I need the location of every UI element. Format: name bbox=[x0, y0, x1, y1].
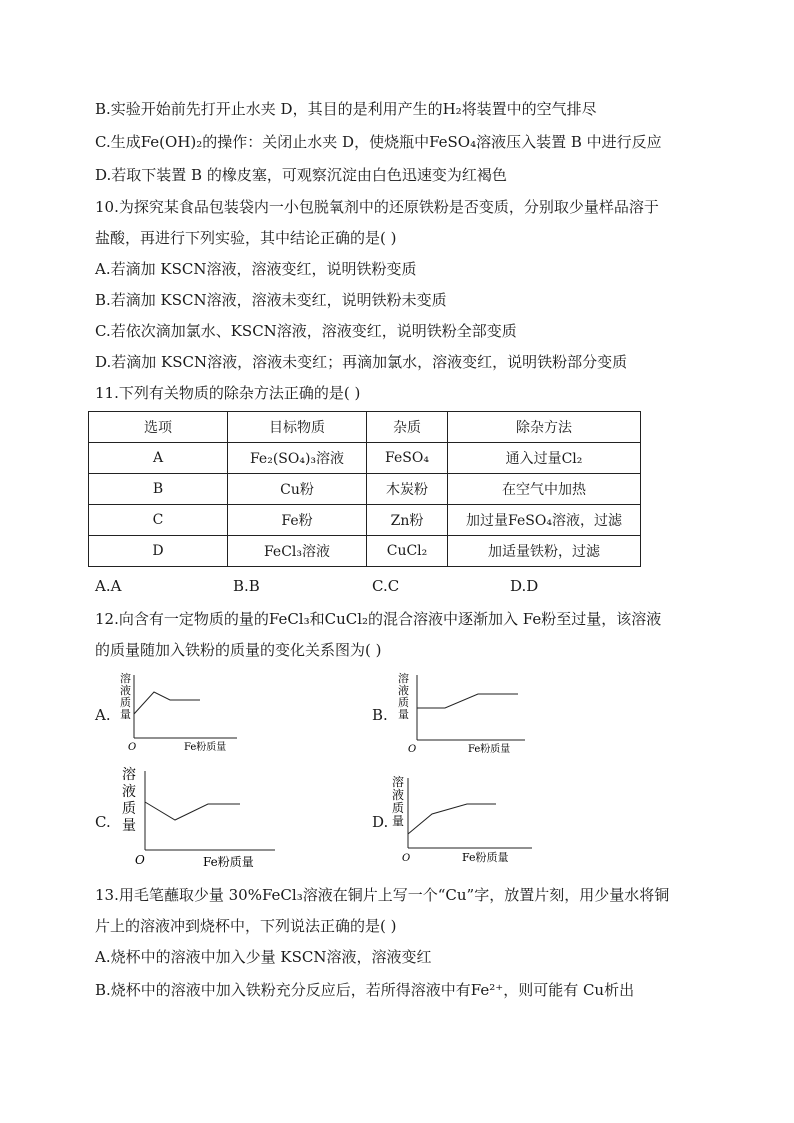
graph-d-label: D. bbox=[372, 813, 389, 831]
graph-b bbox=[390, 670, 530, 755]
graph-b-ylabel: 溶 bbox=[398, 672, 409, 685]
table-cell: 在空气中加热 bbox=[448, 474, 641, 505]
graph-d-xlabel: Fe粉质量 bbox=[462, 851, 509, 864]
graph-c-ylabel: 质 bbox=[122, 801, 136, 817]
table-cell: 木炭粉 bbox=[367, 474, 448, 505]
graph-a-ylabel: 溶 bbox=[120, 672, 131, 685]
q11-choice-b: B.B bbox=[233, 577, 260, 595]
q13-option-a: A.烧杯中的溶液中加入少量 KSCN溶液，溶液变红 bbox=[95, 948, 432, 966]
graph-a-origin: O bbox=[128, 742, 137, 753]
table-cell: A bbox=[89, 443, 228, 474]
q10-option-d: D.若滴加 KSCN溶液，溶液未变红；再滴加氯水，溶液变红，说明铁粉部分变质 bbox=[95, 353, 628, 371]
q11-choice-d: D.D bbox=[510, 577, 539, 595]
header-method: 除杂方法 bbox=[448, 412, 641, 443]
graph-a bbox=[112, 670, 242, 755]
table-cell: Zn粉 bbox=[367, 505, 448, 536]
table-row bbox=[89, 505, 641, 536]
graph-b-label: B. bbox=[372, 706, 388, 724]
graph-a-label: A. bbox=[95, 706, 111, 724]
graph-c-origin: O bbox=[135, 853, 145, 867]
graph-c-ylabel: 液 bbox=[122, 784, 136, 800]
graph-b-curve bbox=[417, 694, 518, 708]
graph-b-ylabel: 液 bbox=[398, 684, 409, 697]
graph-b-xlabel: Fe粉质量 bbox=[468, 744, 511, 755]
table-cell: FeCl₃溶液 bbox=[228, 536, 367, 567]
table-cell: 加适量铁粉，过滤 bbox=[448, 536, 641, 567]
graph-d-ylabel: 量 bbox=[392, 814, 405, 828]
graph-a-curve bbox=[134, 692, 200, 714]
q11-choice-a: A.A bbox=[95, 577, 122, 595]
q11-stem: 11.下列有关物质的除杂方法正确的是( ) bbox=[95, 384, 361, 402]
graph-d-origin: O bbox=[402, 853, 411, 864]
graph-d-ylabel: 质 bbox=[392, 801, 405, 815]
q11-choice-c: C.C bbox=[372, 577, 400, 595]
q12-stem-1: 12.向含有一定物质的量的FeCl₃和CuCl₂的混合溶液中逐渐加入 Fe粉至过量，该溶液 bbox=[95, 610, 662, 628]
purification-table bbox=[88, 411, 641, 567]
graph-a-ylabel: 量 bbox=[120, 708, 131, 721]
q12-stem-2: 的质量随加入铁粉的质量的变化关系图为( ) bbox=[95, 641, 382, 659]
table-row bbox=[89, 536, 641, 567]
graph-b-ylabel: 质 bbox=[398, 696, 409, 709]
table-cell: CuCl₂ bbox=[367, 536, 448, 567]
q10-option-a: A.若滴加 KSCN溶液，溶液变红，说明铁粉变质 bbox=[95, 260, 417, 278]
graph-a-ylabel: 质 bbox=[120, 696, 131, 709]
table-cell: Fe₂(SO₄)₃溶液 bbox=[228, 443, 367, 474]
table-row bbox=[89, 474, 641, 505]
header-option: 选项 bbox=[89, 412, 228, 443]
graph-b-origin: O bbox=[408, 744, 417, 755]
graph-a-ylabel: 液 bbox=[120, 684, 131, 697]
graph-d-curve bbox=[408, 804, 496, 834]
graph-c-curve bbox=[145, 802, 240, 820]
q13-option-b: B.烧杯中的溶液中加入铁粉充分反应后，若所得溶液中有Fe²⁺，则可能有 Cu析出 bbox=[95, 981, 635, 999]
header-target: 目标物质 bbox=[228, 412, 367, 443]
table-cell: 加过量FeSO₄溶液，过滤 bbox=[448, 505, 641, 536]
graph-b-ylabel: 量 bbox=[398, 708, 409, 721]
table-header-row bbox=[89, 412, 641, 443]
graph-c-ylabel: 溶 bbox=[122, 767, 136, 783]
q10-option-b: B.若滴加 KSCN溶液，溶液未变红，说明铁粉未变质 bbox=[95, 291, 447, 309]
q9-option-d: D.若取下装置 B 的橡皮塞，可观察沉淀由白色迅速变为红褐色 bbox=[95, 166, 507, 184]
q13-stem-1: 13.用毛笔蘸取少量 30%FeCl₃溶液在铜片上写一个“Cu”字，放置片刻，用少量水将铜 bbox=[95, 886, 670, 904]
graph-c-xlabel: Fe粉质量 bbox=[203, 855, 254, 869]
q10-option-c: C.若依次滴加氯水、KSCN溶液，溶液变红，说明铁粉全部变质 bbox=[95, 322, 517, 340]
graph-c bbox=[115, 765, 280, 875]
q10-stem-2: 盐酸，再进行下列实验，其中结论正确的是( ) bbox=[95, 229, 397, 247]
table-cell: D bbox=[89, 536, 228, 567]
table-cell: Cu粉 bbox=[228, 474, 367, 505]
table-cell: B bbox=[89, 474, 228, 505]
table-cell: FeSO₄ bbox=[367, 443, 448, 474]
graph-c-ylabel: 量 bbox=[122, 818, 136, 834]
graph-a-xlabel: Fe粉质量 bbox=[184, 742, 227, 753]
graph-c-label: C. bbox=[95, 813, 111, 831]
q9-option-c: C.生成Fe(OH)₂的操作：关闭止水夹 D，使烧瓶中FeSO₄溶液压入装置 B 中进行反应 bbox=[95, 133, 662, 151]
table-cell: Fe粉 bbox=[228, 505, 367, 536]
header-impurity: 杂质 bbox=[367, 412, 448, 443]
graph-d-ylabel: 溶 bbox=[392, 775, 405, 789]
q9-option-b: B.实验开始前先打开止水夹 D，其目的是利用产生的H₂将装置中的空气排尽 bbox=[95, 100, 597, 118]
graph-d-ylabel: 液 bbox=[392, 788, 405, 802]
q13-stem-2: 片上的溶液冲到烧杯中，下列说法正确的是( ) bbox=[95, 917, 397, 935]
table-cell: C bbox=[89, 505, 228, 536]
table-cell: 通入过量Cl₂ bbox=[448, 443, 641, 474]
graph-d bbox=[392, 772, 537, 867]
q10-stem-1: 10.为探究某食品包装袋内一小包脱氧剂中的还原铁粉是否变质，分别取少量样品溶于 bbox=[95, 198, 659, 216]
table-row bbox=[89, 443, 641, 474]
